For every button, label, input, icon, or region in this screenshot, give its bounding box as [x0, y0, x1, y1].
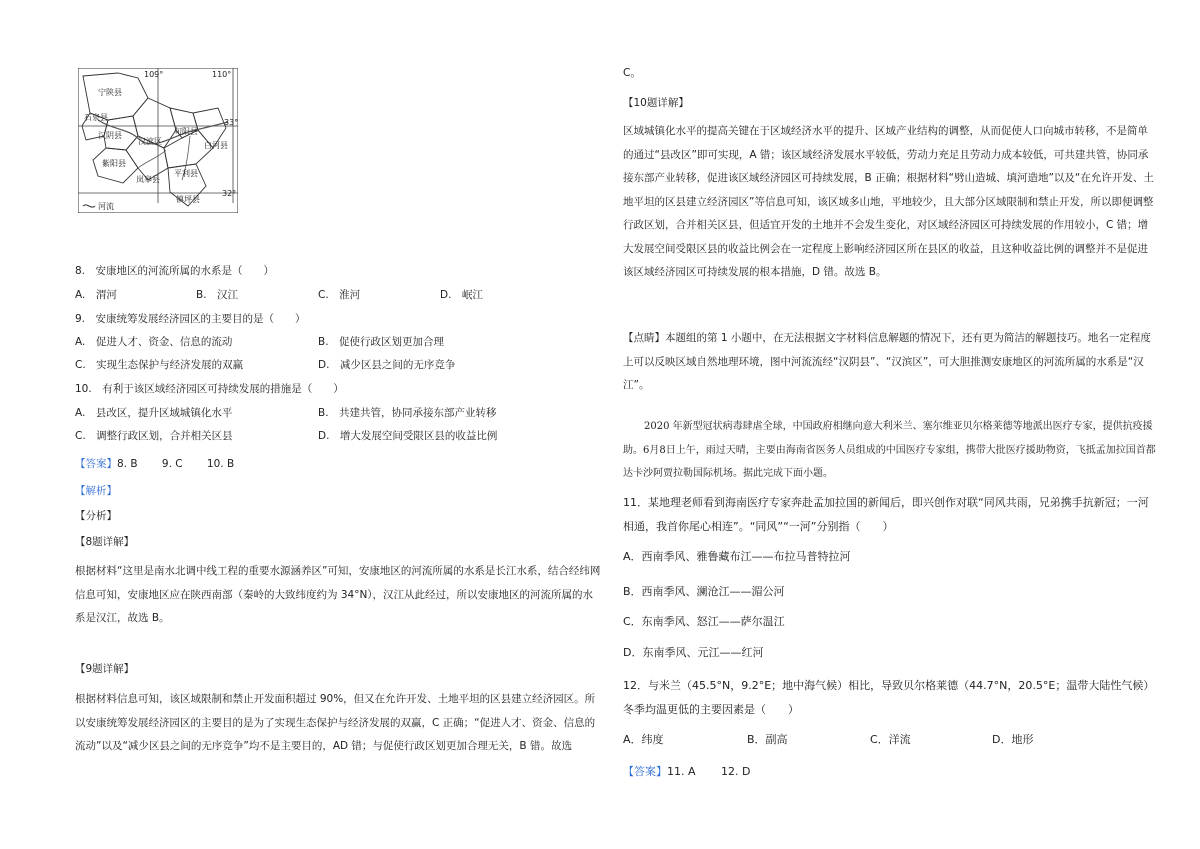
- question-12: 12．与米兰（45.5°N，9.2°E；地中海气候）相比，导致贝尔格莱德（44.7°N，20.5°E；温带大陆性气候）冬季均温更低的主要因素是（ ）: [623, 679, 1155, 716]
- answer-line: [75, 457, 234, 472]
- q10-explain-heading: 【10题详解】: [623, 97, 689, 109]
- county-map: [78, 68, 238, 213]
- county-label: 汉滨区: [138, 137, 162, 146]
- q12-option-a: A．纬度: [623, 733, 664, 746]
- q10-option-b: B. 共建共管，协同承接东部产业转移: [318, 407, 497, 419]
- county-label: 宁陕县: [98, 88, 122, 97]
- q8-option-b: B. 汉江: [196, 289, 239, 301]
- q9-option-d: D. 减少区县之间的无序竞争: [318, 359, 456, 371]
- county-label: 石泉县: [84, 113, 108, 122]
- q9-option-a: A. 促进人才、资金、信息的流动: [75, 336, 233, 348]
- q9-explain-heading: 【9题详解】: [75, 663, 135, 675]
- q10-option-a: A. 县改区，提升区域城镇化水平: [75, 407, 233, 419]
- q10-option-d: D. 增大发展空间受限区县的收益比例: [318, 430, 498, 442]
- answer-tag: 【答案】: [623, 765, 667, 778]
- q12-option-c: C．洋流: [870, 733, 911, 746]
- q8-explanation: 根据材料“这里是南水北调中线工程的重要水源涵养区”可知，安康地区的河流所属的水系是长江水系，结合经纬网信息可知，安康地区应在陕西南部（秦岭的大致纬度约为 34°N），汉江从此经过，所以安康地区的河流所属的水系是汉江，故选 B。: [75, 565, 601, 624]
- county-label: 平利县: [174, 169, 198, 178]
- county-label: 汉阴县: [98, 131, 122, 140]
- q12-option-d: D．地形: [992, 733, 1034, 746]
- c-line: C。: [623, 67, 641, 79]
- q9-option-c: C. 实现生态保护与经济发展的双赢: [75, 359, 244, 371]
- question-10: 10. 有利于该区域经济园区可持续发展的措施是（ ）: [75, 383, 344, 395]
- lat-32-label: 32°: [222, 189, 237, 198]
- lon-110-label: 110°: [212, 70, 232, 79]
- answer-text: 8. B 9. C 10. B: [117, 458, 235, 470]
- county-label: 紫阳县: [102, 159, 126, 168]
- answer-text: 11. A 12. D: [667, 765, 751, 778]
- lon-109-label: 109°: [144, 70, 164, 79]
- lat-33-label: 33°: [224, 118, 238, 127]
- q9-option-b: B. 促使行政区划更加合理: [318, 336, 445, 348]
- material-paragraph: 2020 年新型冠状病毒肆虐全球，中国政府相继向意大利米兰、塞尔维亚贝尔格莱德等地派出医疗专家，提供抗疫援助。6月8日上午，雨过天晴，主要由海南省医务人员组成的中国医疗专家组，携带大批医疗援助物资，飞抵孟加拉国首都达卡沙阿贾拉勒国际机场。据此完成下面小题。: [623, 421, 1156, 479]
- q11-option-a: A．西南季风、雅鲁藏布江——布拉马普特拉河: [623, 550, 851, 563]
- q8-option-d: D. 岷江: [440, 289, 483, 301]
- question-11: 11．某地理老师看到海南医疗专家奔赴孟加拉国的新闻后，即兴创作对联“同风共雨，兄弟携手抗新冠；一河相通，我首你尾心相连”。“同风”“一河”分别指（ ）: [623, 496, 1149, 533]
- county-label: 旬阳县: [174, 127, 198, 136]
- jiexi-heading: 【解析】: [75, 485, 117, 497]
- question-9: 9. 安康统筹发展经济园区的主要目的是（ ）: [75, 313, 306, 325]
- q10-option-c: C. 调整行政区划，合并相关区县: [75, 430, 233, 442]
- q11-option-b: B．西南季风、澜沧江——湄公河: [623, 585, 785, 598]
- q11-option-d: D．东南季风、元江——红河: [623, 646, 764, 659]
- answer-line-right: [623, 764, 750, 779]
- question-8: 8. 安康地区的河流所属的水系是（ ）: [75, 265, 275, 277]
- county-label: 白河县: [204, 141, 228, 150]
- q11-option-c: C．东南季风、怒江——萨尔温江: [623, 615, 785, 628]
- answer-tag: 【答案】: [75, 458, 117, 470]
- legend-label: 河流: [98, 202, 114, 211]
- q8-option-a: A. 渭河: [75, 289, 117, 301]
- county-label: 岚皋县: [136, 175, 160, 184]
- dianjing-paragraph: 【点睛】本题组的第 1 小题中，在无法根据文字材料信息解题的情况下，还有更为简洁的解题技巧。地名一定程度上可以反映区域自然地理环境，图中河流流经“汉阴县”、“汉滨区”，可大胆推测安康地区的河流所属的水系是“汉江”。: [623, 332, 1151, 391]
- fenxi-heading: 【分析】: [75, 510, 117, 522]
- q12-option-b: B．副高: [747, 733, 788, 746]
- q8-explain-heading: 【8题详解】: [75, 536, 135, 548]
- q8-option-c: C. 淮河: [318, 289, 361, 301]
- q10-explanation: 区域城镇化水平的提高关键在于区域经济水平的提升、区域产业结构的调整，从而促使人口向城市转移，不是简单的通过“县改区”即可实现，A 错；该区域经济发展水平较低，劳动力充足且劳动力成本较低，可共建共管，协同承接东部产业转移，促进该区域经济园区可持续发展，B 正确；根据材料“劈山造城、填河造地”以及“在允许开发、土地平坦的区县建立经济园区”等信息可知，该区域多山地，平地较少，且大部分区域限制和禁止开发，所以即便调整行政区划，合并相关区县，但适宜开发的土地并不会发生变化，对区域经济园区可持续发展的作用较小，C 错；增大发展空间受限区县的收益比例会在一定程度上影响经济园区所在县区的收益，且这种收益比例的调整并不是促进该区域经济园区可持续发展的根本措施，D 错。故选 B。: [623, 125, 1154, 278]
- county-label: 镇坪县: [176, 195, 200, 204]
- q9-explanation: 根据材料信息可知，该区域限制和禁止开发面积超过 90%，但又在允许开发、土地平坦的区县建立经济园区。所以安康统筹发展经济园区的主要目的是为了实现生态保护与经济发展的双赢，C 正确；“促进人才、资金、信息的流动”以及“减少区县之间的无序竞争”均不是主要目的，AD 错；与促使行政区划更加合理无关，B 错。故选: [75, 693, 596, 752]
